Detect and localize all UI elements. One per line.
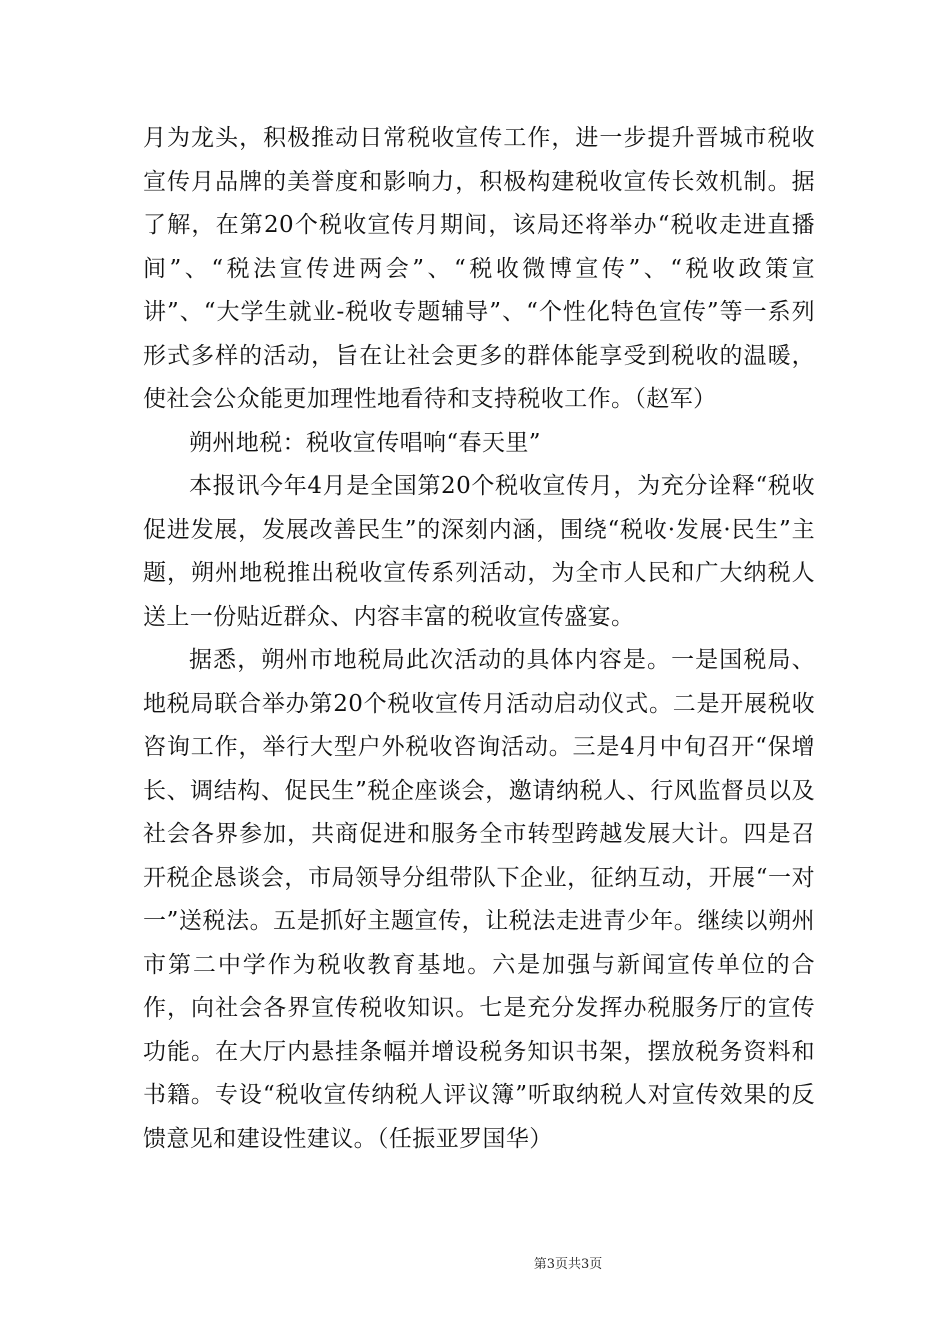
paragraph-continuation: 月为龙头，积极推动日常税收宣传工作，进一步提升晋城市税收宣传月品牌的美誉度和影响力，积极构建税收宣传长效机制。据了解，在第20个税收宣传月期间，该局还将举办“税收走进直播间”、“税法宣传进两会”、“税收微博宣传”、“税收政策宣讲”、“大学生就业-税收专题辅导”、“个性化特色宣传”等一系列形式多样的活动，旨在让社会更多的群体能享受到税收的温暖，使社会公众能更加理性地看待和支持税收工作。（赵军） [143,125,815,412]
document-body [143,117,815,1161]
article-heading: 朔州地税：税收宣传唱响“春天里” [189,429,541,456]
page-footer: 第3页共3页 [533,1257,603,1272]
paragraph-lead: 本报讯今年4月是全国第20个税收宣传月，为充分诠释“税收促进发展，发展改善民生”的深刻内涵，围绕“税收·发展·民生”主题，朔州地税推出税收宣传系列活动，为全市人民和广大纳税人送上一份贴近群众、内容丰富的税收宣传盛宴。 [143,473,815,630]
paragraph-details: 据悉，朔州市地税局此次活动的具体内容是。一是国税局、地税局联合举办第20个税收宣传月活动启动仪式。二是开展税收咨询工作，举行大型户外税收咨询活动。三是4月中旬召开“保增长、调结构、促民生”税企座谈会，邀请纳税人、行风监督员以及社会各界参加，共商促进和服务全市转型跨越发展大计。四是召开税企恳谈会，市局领导分组带队下企业，征纳互动，开展“一对一”送税法。五是抓好主题宣传，让税法走进青少年。继续以朔州市第二中学作为税收教育基地。六是加强与新闻宣传单位的合作，向社会各界宣传税收知识。七是充分发挥办税服务厅的宣传功能。在大厅内悬挂条幅并增设税务知识书架，摆放税务资料和书籍。专设“税收宣传纳税人评议簿”听取纳税人对宣传效果的反馈意见和建设性建议。（任振亚罗国华） [143,647,815,1152]
